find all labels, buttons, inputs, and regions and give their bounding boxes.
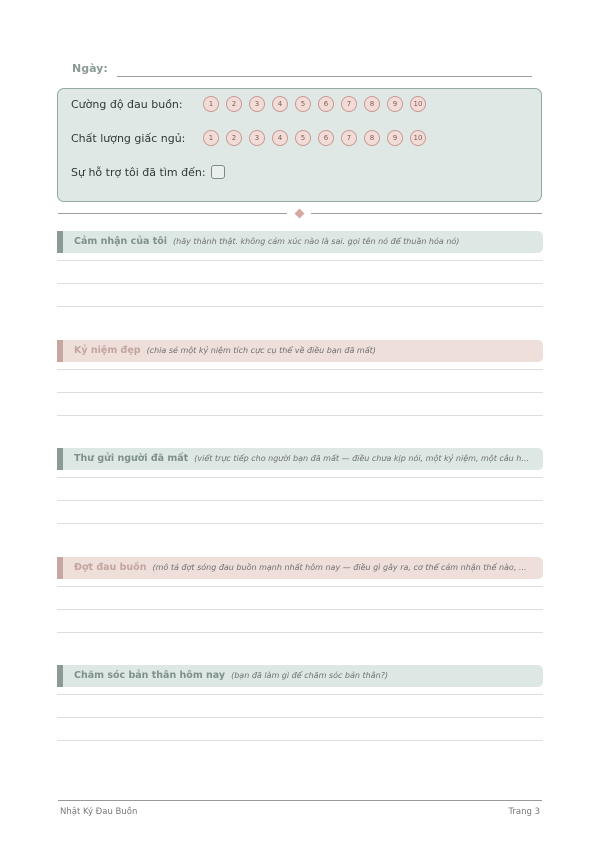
section-title-text: Thư gửi người đã mất [74,453,189,464]
writing-line[interactable] [57,523,543,524]
grief-intensity-option[interactable]: 1 [203,96,219,112]
sleep-quality-scale [203,130,426,146]
writing-line[interactable] [57,369,543,370]
section-header [57,557,543,579]
section-title [74,562,527,573]
grief-intensity-label: Cường độ đau buồn: [71,98,183,111]
journal-section [57,448,543,470]
sleep-quality-option[interactable]: 7 [341,130,357,146]
grief-intensity-option[interactable]: 3 [249,96,265,112]
section-header [57,448,543,470]
sleep-quality-option[interactable]: 4 [272,130,288,146]
grief-intensity-option[interactable]: 9 [387,96,403,112]
sleep-quality-label: Chất lượng giấc ngủ: [71,132,186,145]
section-header [57,665,543,687]
sleep-quality-option[interactable]: 5 [295,130,311,146]
grief-intensity-option[interactable]: 8 [364,96,380,112]
support-checkbox[interactable] [211,165,225,179]
grief-intensity-option[interactable]: 2 [226,96,242,112]
writing-line[interactable] [57,694,543,695]
writing-line[interactable] [57,740,543,741]
grief-intensity-option[interactable]: 6 [318,96,334,112]
diamond-ornament-icon [295,209,305,219]
support-label: Sự hỗ trợ tôi đã tìm đến: [71,166,206,179]
section-title-text: Đợt đau buồn [74,562,147,573]
writing-line[interactable] [57,717,543,718]
date-label: Ngày: [72,62,108,75]
writing-line[interactable] [57,586,543,587]
section-title [74,345,376,356]
journal-section [57,557,543,579]
footer-title: Nhật Ký Đau Buồn [60,807,138,817]
section-accent-bar [57,448,63,470]
section-header [57,231,543,253]
writing-line[interactable] [57,392,543,393]
writing-line[interactable] [57,260,543,261]
section-accent-bar [57,340,63,362]
section-hint: (chia sẻ một kỷ niệm tích cực cụ thể về điều bạn đã mất) [146,346,376,355]
sleep-quality-option[interactable]: 3 [249,130,265,146]
writing-line[interactable] [57,415,543,416]
sleep-quality-option[interactable]: 10 [410,130,426,146]
section-title-text: Cảm nhận của tôi [74,236,168,247]
grief-intensity-scale [203,96,426,112]
section-title [74,670,388,681]
journal-section [57,340,543,362]
divider-right [311,213,542,214]
grief-intensity-option[interactable]: 5 [295,96,311,112]
journal-section [57,665,543,687]
footer-divider [58,800,542,801]
sleep-quality-option[interactable]: 2 [226,130,242,146]
writing-line[interactable] [57,477,543,478]
divider-left [58,213,287,214]
date-input-line[interactable] [117,76,532,77]
section-title [74,453,529,464]
grief-intensity-option[interactable]: 10 [410,96,426,112]
sleep-quality-option[interactable]: 6 [318,130,334,146]
writing-line[interactable] [57,500,543,501]
section-hint: (bạn đã làm gì để chăm sóc bản thân?) [231,671,389,680]
writing-line[interactable] [57,306,543,307]
section-accent-bar [57,231,63,253]
date-row [72,62,532,80]
section-title [74,236,459,247]
section-title-text: Chăm sóc bản thân hôm nay [74,670,226,681]
page-number: Trang 3 [508,807,540,817]
writing-line[interactable] [57,609,543,610]
section-hint: (viết trực tiếp cho người bạn đã mất — điều chưa kịp nói, một kỷ niệm, một câu h... [194,454,529,463]
rating-panel [57,88,542,202]
section-header [57,340,543,362]
sleep-quality-option[interactable]: 8 [364,130,380,146]
grief-intensity-option[interactable]: 4 [272,96,288,112]
writing-line[interactable] [57,632,543,633]
section-accent-bar [57,665,63,687]
sleep-quality-option[interactable]: 1 [203,130,219,146]
section-accent-bar [57,557,63,579]
section-hint: (hãy thành thật. không cảm xúc nào là sai. gọi tên nó để thuần hóa nó) [173,237,460,246]
journal-section [57,231,543,253]
sleep-quality-option[interactable]: 9 [387,130,403,146]
section-title-text: Kỷ niệm đẹp [74,345,141,356]
writing-line[interactable] [57,283,543,284]
section-hint: (mô tả đợt sóng đau buồn mạnh nhất hôm nay — điều gì gây ra, cơ thể cảm nhận thế nào, ... [152,563,527,572]
grief-intensity-option[interactable]: 7 [341,96,357,112]
